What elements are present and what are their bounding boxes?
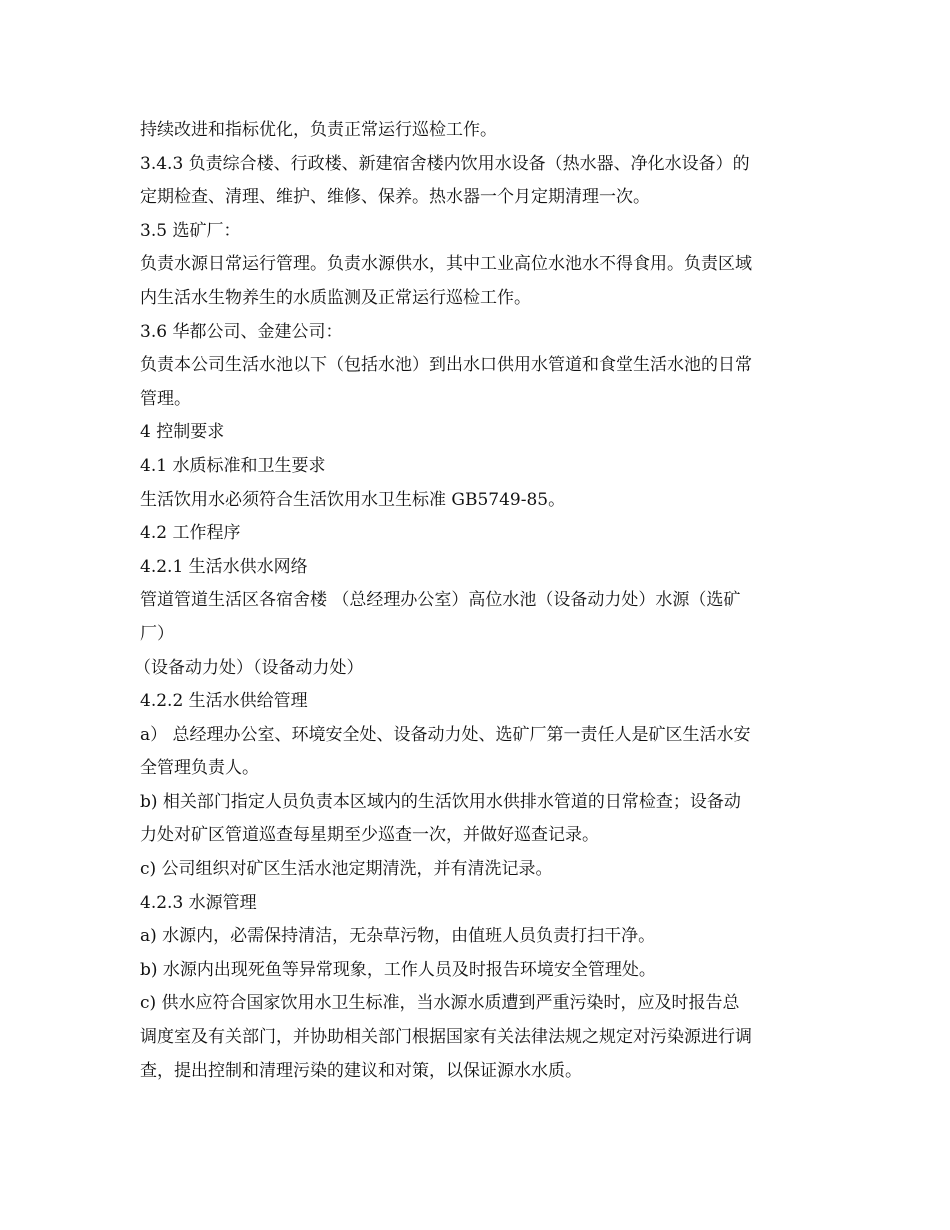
- section-4-1-heading: 4.1 水质标准和卫生要求: [140, 455, 326, 476]
- text-line: 生活饮用水必须符合生活饮用水卫生标准 GB5749-85。: [140, 489, 566, 510]
- document-body: [134, 114, 820, 1088]
- text-line: 全管理负责人。: [140, 758, 259, 779]
- section-3-5-heading: 3.5 选矿厂：: [140, 220, 241, 241]
- text-line: （设备动力处）（设备动力处）: [134, 657, 364, 678]
- text-line: 内生活水生物养生的水质监测及正常运行巡检工作。: [140, 287, 531, 308]
- text-line: 管道管道生活区各宿舍楼 （总经理办公室）高位水池（设备动力处）水源（选矿: [140, 590, 741, 611]
- text-line: 管理。: [140, 388, 191, 409]
- list-item-b: b) 水源内出现死鱼等异常现象，工作人员及时报告环境安全管理处。: [140, 959, 656, 980]
- text-line: 查，提出控制和清理污染的建议和对策，以保证源水水质。: [140, 1060, 582, 1081]
- section-3-4-3: 3.4.3 负责综合楼、行政楼、新建宿舍楼内饮用水设备（热水器、净化水设备）的: [140, 153, 750, 174]
- section-4-heading: 4 控制要求: [140, 422, 225, 443]
- text-line: 负责水源日常运行管理。负责水源供水，其中工业高位水池水不得食用。负责区域: [140, 254, 752, 275]
- text-line: 持续改进和指标优化，负责正常运行巡检工作。: [140, 120, 497, 140]
- section-3-6-heading: 3.6 华都公司、金建公司：: [140, 321, 343, 342]
- section-4-2-heading: 4.2 工作程序: [140, 523, 241, 544]
- text-line: 厂）: [140, 623, 174, 644]
- list-item-c: c) 供水应符合国家饮用水卫生标准，当水源水质遭到严重污染时，应及时报告总: [140, 993, 740, 1014]
- text-line: 负责本公司生活水池以下（包括水池）到出水口供用水管道和食堂生活水池的日常: [140, 355, 752, 376]
- text-line: 定期检查、清理、维护、维修、保养。热水器一个月定期清理一次。: [140, 187, 650, 208]
- list-item-b: b) 相关部门指定人员负责本区域内的生活饮用水供排水管道的日常检查；设备动: [140, 791, 741, 812]
- text-line: 调度室及有关部门，并协助相关部门根据国家有关法律法规之规定对污染源进行调: [140, 1027, 752, 1048]
- list-item-a: a) 水源内，必需保持清洁，无杂草污物，由值班人员负责打扫干净。: [140, 926, 656, 947]
- text-line: 力处对矿区管道巡查每星期至少巡查一次，并做好巡查记录。: [140, 825, 599, 846]
- list-item-a: a） 总经理办公室、环境安全处、设备动力处、选矿厂第一责任人是矿区生活水安: [140, 724, 751, 745]
- section-4-2-2-heading: 4.2.2 生活水供给管理: [140, 691, 308, 712]
- section-4-2-1-heading: 4.2.1 生活水供水网络: [140, 556, 308, 577]
- section-4-2-3-heading: 4.2.3 水源管理: [140, 892, 257, 913]
- list-item-c: c) 公司组织对矿区生活水池定期清洗，并有清洗记录。: [140, 859, 553, 880]
